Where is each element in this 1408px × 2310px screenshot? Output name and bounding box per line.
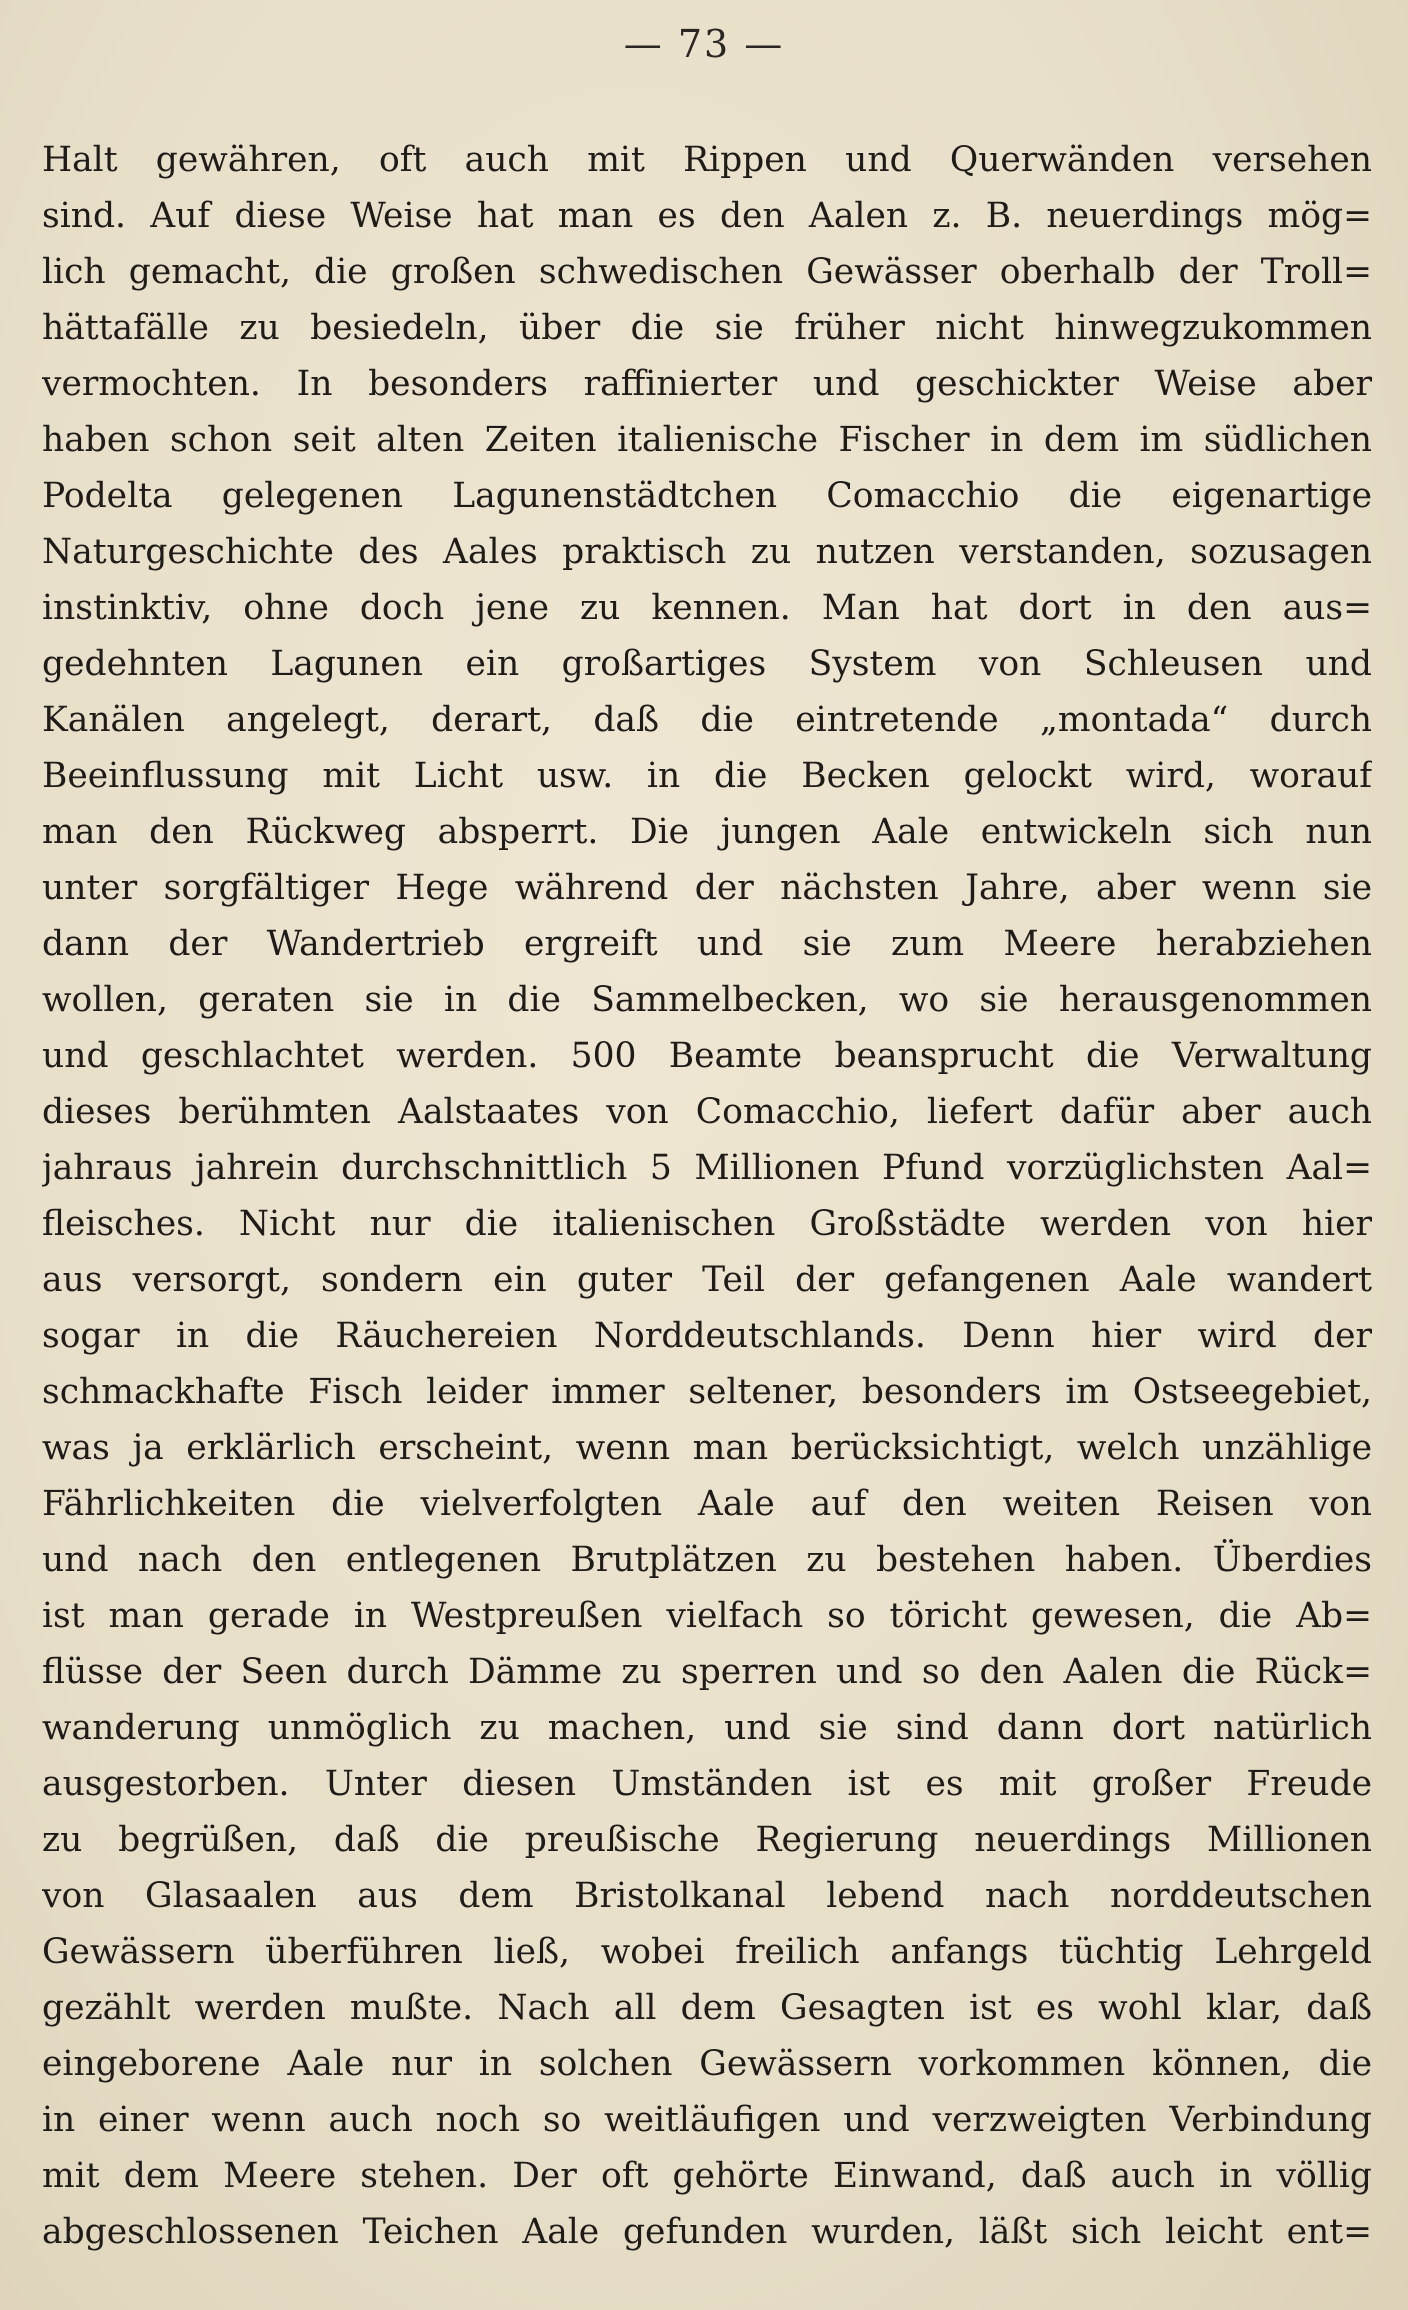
text-line: eingeborene Aale nur in solchen Gewässern vorkommen können, die	[42, 2044, 1372, 2084]
text-line: sogar in die Räuchereien Norddeutschlands. Denn hier wird der	[42, 1316, 1372, 1356]
text-line: abgeschlossenen Teichen Aale gefunden wurden, läßt sich leicht ent=	[42, 2212, 1372, 2252]
text-line: zu begrüßen, daß die preußische Regierung neuerdings Millionen	[42, 1820, 1372, 1860]
body-text	[42, 132, 1372, 2260]
text-line: dieses berühmten Aalstaates von Comacchio, liefert dafür aber auch	[42, 1092, 1372, 1132]
text-line: Kanälen angelegt, derart, daß die eintretende „montada“ durch	[42, 700, 1372, 740]
text-line: Gewässern überführen ließ, wobei freilich anfangs tüchtig Lehrgeld	[42, 1932, 1372, 1972]
text-line: lich gemacht, die großen schwedischen Gewässer oberhalb der Troll=	[42, 252, 1372, 292]
text-line: Beeinflussung mit Licht usw. in die Becken gelockt wird, worauf	[42, 756, 1372, 796]
text-line: was ja erklärlich erscheint, wenn man berücksichtigt, welch unzählige	[42, 1428, 1372, 1468]
text-line: Fährlichkeiten die vielverfolgten Aale auf den weiten Reisen von	[42, 1484, 1372, 1524]
text-line: man den Rückweg absperrt. Die jungen Aale entwickeln sich nun	[42, 812, 1372, 852]
text-line: instinktiv, ohne doch jene zu kennen. Man hat dort in den aus=	[42, 588, 1372, 628]
text-line: und geschlachtet werden. 500 Beamte beansprucht die Verwaltung	[42, 1036, 1372, 1076]
text-line: ausgestorben. Unter diesen Umständen ist es mit großer Freude	[42, 1764, 1372, 1804]
text-line: haben schon seit alten Zeiten italienische Fischer in dem im südlichen	[42, 420, 1372, 460]
text-line: Naturgeschichte des Aales praktisch zu nutzen verstanden, sozusagen	[42, 532, 1372, 572]
text-line: gezählt werden mußte. Nach all dem Gesagten ist es wohl klar, daß	[42, 1988, 1372, 2028]
text-line: Halt gewähren, oft auch mit Rippen und Querwänden versehen	[42, 140, 1372, 180]
page-number: — 73 —	[623, 22, 785, 66]
text-line: fleisches. Nicht nur die italienischen Großstädte werden von hier	[42, 1204, 1372, 1244]
text-line: in einer wenn auch noch so weitläufigen und verzweigten Verbindung	[42, 2100, 1372, 2140]
text-line: jahraus jahrein durchschnittlich 5 Millionen Pfund vorzüglichsten Aal=	[42, 1148, 1372, 1188]
text-line: wollen, geraten sie in die Sammelbecken, wo sie herausgenommen	[42, 980, 1372, 1020]
text-line: ist man gerade in Westpreußen vielfach so töricht gewesen, die Ab=	[42, 1596, 1372, 1636]
text-line: dann der Wandertrieb ergreift und sie zum Meere herabziehen	[42, 924, 1372, 964]
text-line: und nach den entlegenen Brutplätzen zu bestehen haben. Überdies	[42, 1540, 1372, 1580]
text-line: wanderung unmöglich zu machen, und sie sind dann dort natürlich	[42, 1708, 1372, 1748]
text-line: unter sorgfältiger Hege während der nächsten Jahre, aber wenn sie	[42, 868, 1372, 908]
text-line: hättafälle zu besiedeln, über die sie früher nicht hinwegzukommen	[42, 308, 1372, 348]
text-line: flüsse der Seen durch Dämme zu sperren und so den Aalen die Rück=	[42, 1652, 1372, 1692]
text-line: von Glasaalen aus dem Bristolkanal lebend nach norddeutschen	[42, 1876, 1372, 1916]
text-line: sind. Auf diese Weise hat man es den Aalen z. B. neuerdings mög=	[42, 196, 1372, 236]
text-line: Podelta gelegenen Lagunenstädtchen Comacchio die eigenartige	[42, 476, 1372, 516]
text-line: mit dem Meere stehen. Der oft gehörte Einwand, daß auch in völlig	[42, 2156, 1372, 2196]
text-line: aus versorgt, sondern ein guter Teil der gefangenen Aale wandert	[42, 1260, 1372, 1300]
text-line: schmackhafte Fisch leider immer seltener, besonders im Ostseegebiet,	[42, 1372, 1372, 1412]
text-line: vermochten. In besonders raffinierter und geschickter Weise aber	[42, 364, 1372, 404]
text-line: gedehnten Lagunen ein großartiges System von Schleusen und	[42, 644, 1372, 684]
